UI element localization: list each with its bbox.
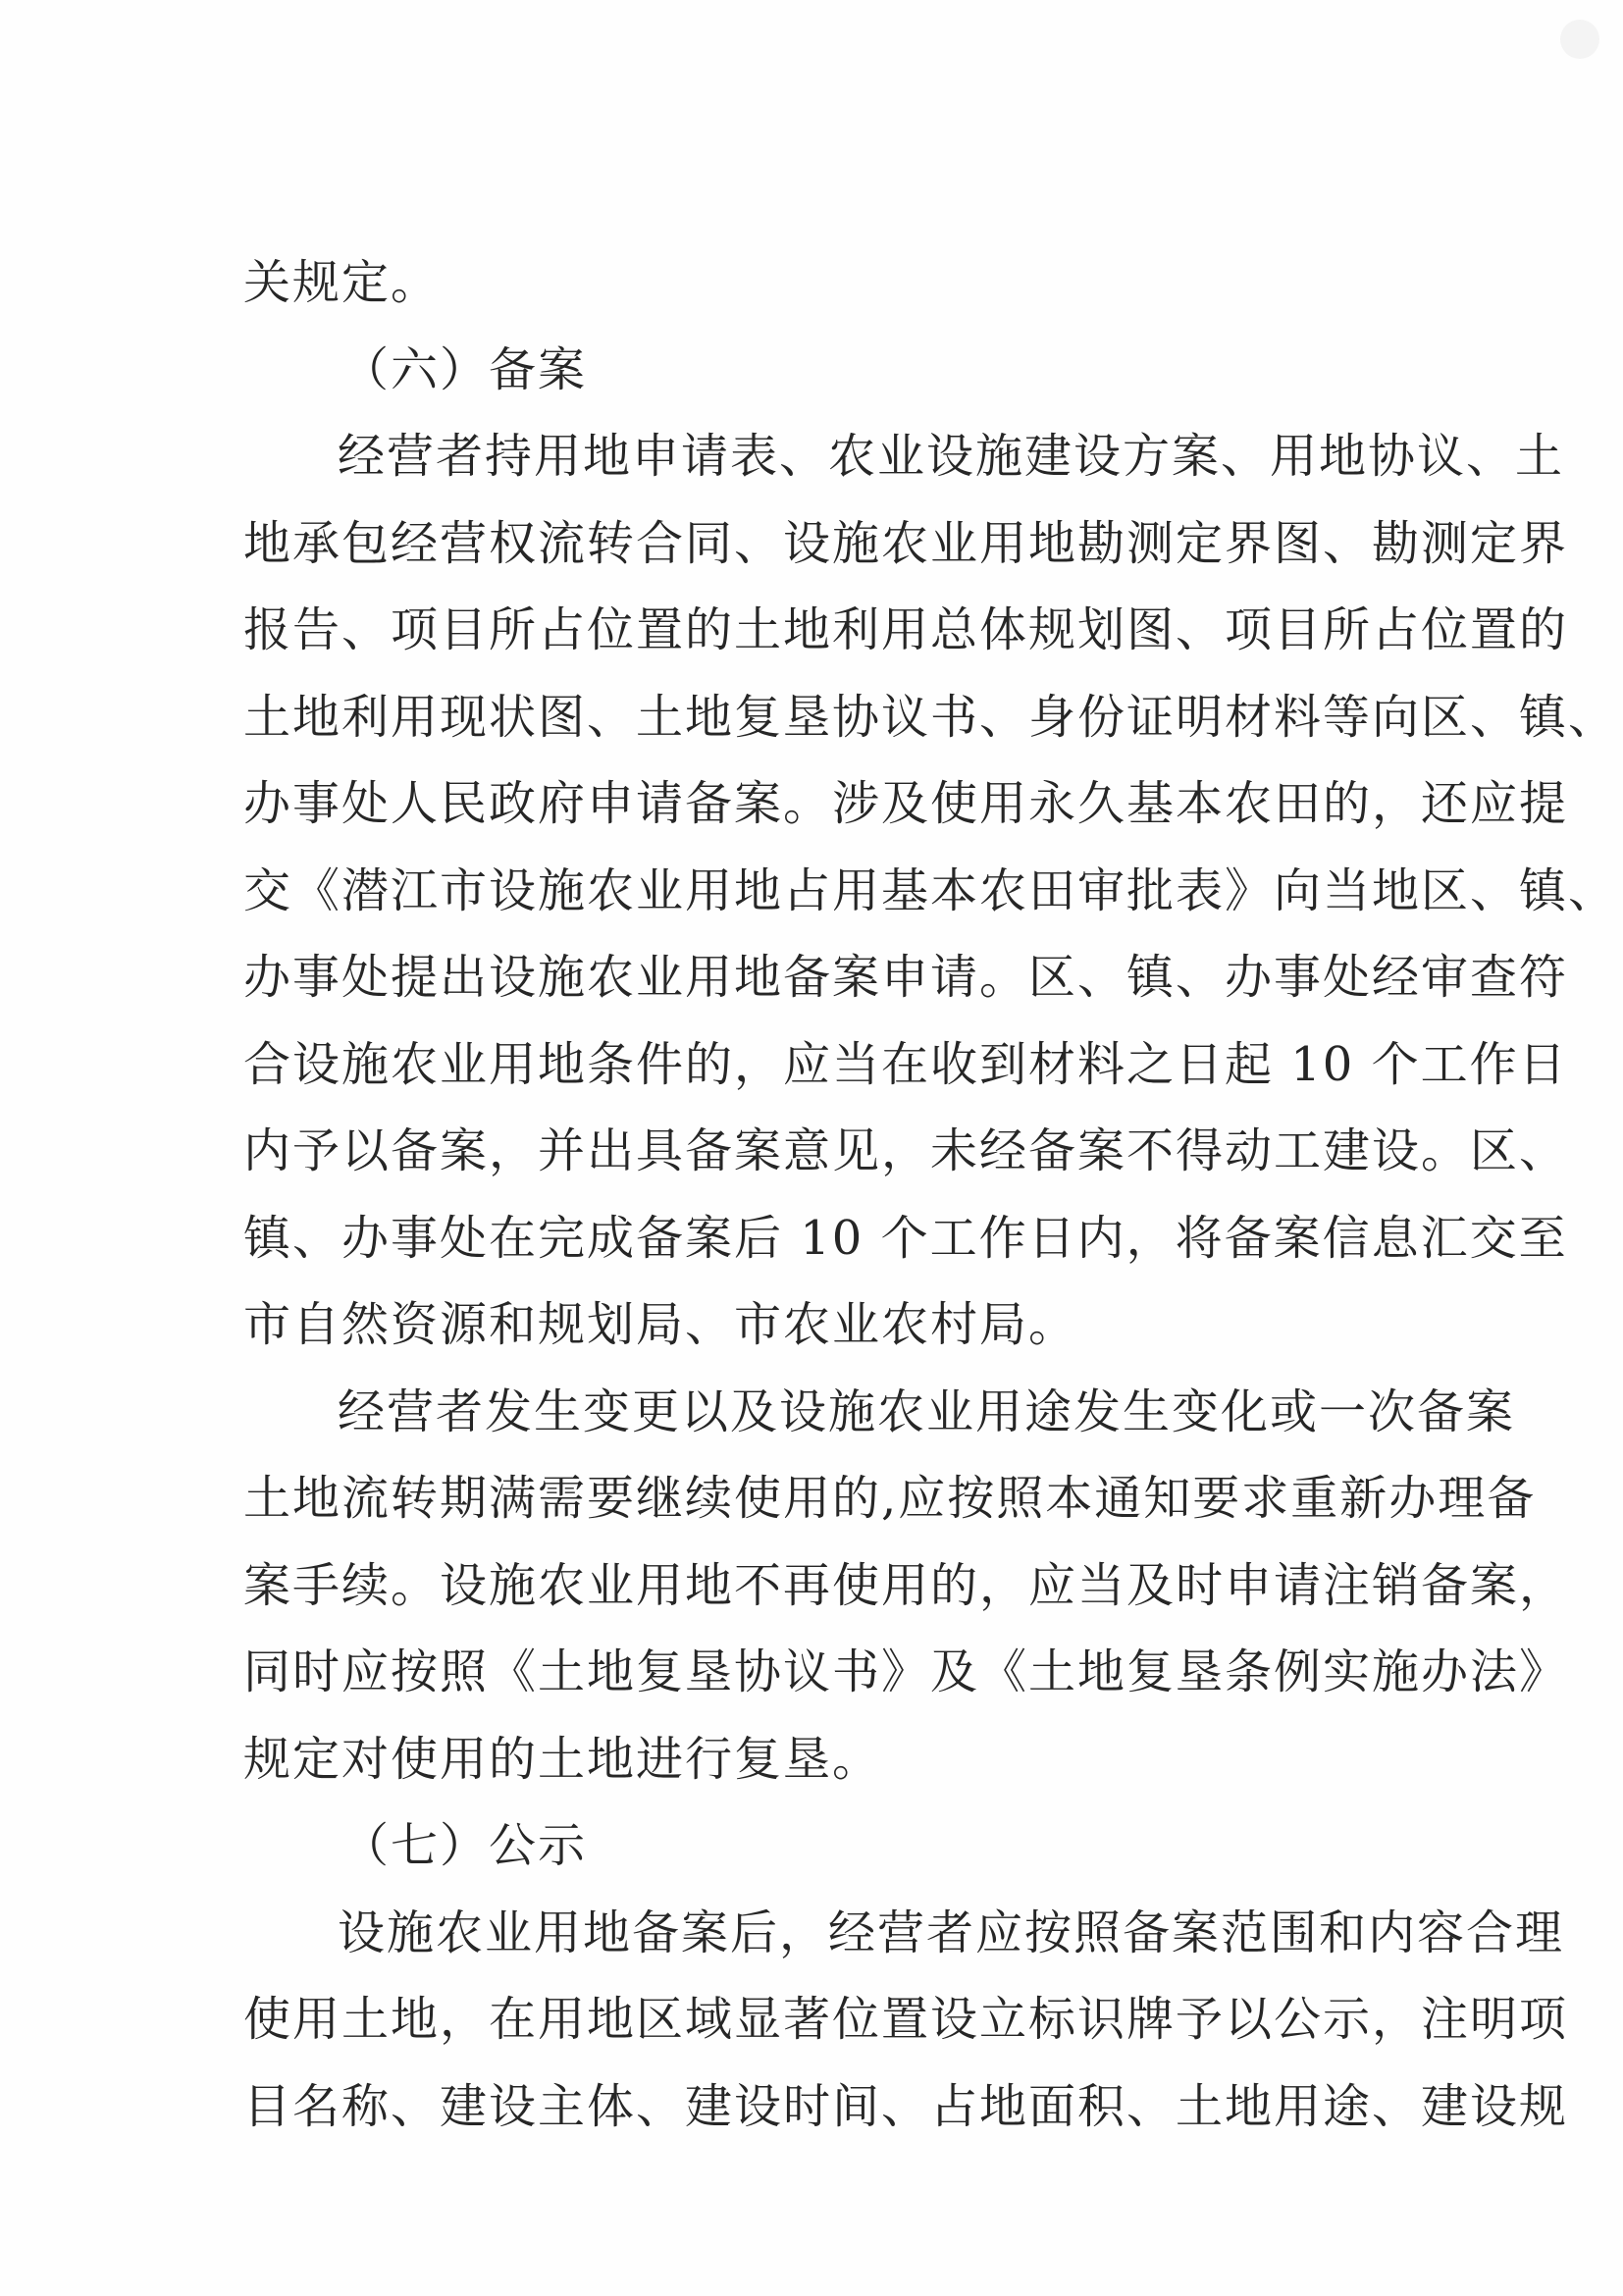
text-line: 办事处提出设施农业用地备案申请。区、镇、办事处经审查符 [243,950,1569,1005]
text-line: 规定对使用的土地进行复垦。 [243,1731,882,1787]
section-heading-six: （六）备案 [341,341,588,397]
text-line: 市自然资源和规划局、市农业农村局。 [243,1297,1078,1352]
text-line: 报告、项目所占位置的土地利用总体规划图、项目所占位置的 [243,602,1569,657]
text-line: 同时应按照《土地复垦协议书》及《土地复垦条例实施办法》 [243,1644,1569,1699]
text-line: 地承包经营权流转合同、设施农业用地勘测定界图、勘测定界 [243,515,1569,571]
text-line: 合设施农业用地条件的，应当在收到材料之日起 10 个工作日 [243,1036,1568,1092]
text-line: 办事处人民政府申请备案。涉及使用永久基本农田的，还应提 [243,776,1569,831]
document-body [243,239,1618,2150]
scan-corner-mark [1560,20,1599,59]
text-line: 镇、办事处在完成备案后 10 个工作日内，将备案信息汇交至 [243,1210,1568,1266]
text-line: 设施农业用地备案后，经营者应按照备案范围和内容合理 [338,1905,1565,1960]
text-line: 经营者持用地申请表、农业设施建设方案、用地协议、土 [338,429,1565,484]
section-heading-seven: （七）公示 [341,1818,588,1873]
text-line: 使用土地，在用地区域显著位置设立标识牌予以公示，注明项 [243,1992,1569,2047]
text-line: 经营者发生变更以及设施农业用途发生变化或一次备案 [338,1383,1516,1439]
text-line: 土地流转期满需要继续使用的,应按照本通知要求重新办理备 [243,1471,1537,1526]
text-line: 目名称、建设主体、建设时间、占地面积、土地用途、建设规 [243,2078,1569,2134]
text-line: 关规定。 [243,255,441,310]
text-line: 内予以备案，并出具备案意见，未经备案不得动工建设。区、 [243,1123,1569,1178]
text-line: 土地利用现状图、土地复垦协议书、身份证明材料等向区、镇、 [243,689,1618,745]
text-line: 案手续。设施农业用地不再使用的，应当及时申请注销备案， [243,1557,1569,1613]
text-line: 交《潜江市设施农业用地占用基本农田审批表》向当地区、镇、 [243,862,1618,918]
